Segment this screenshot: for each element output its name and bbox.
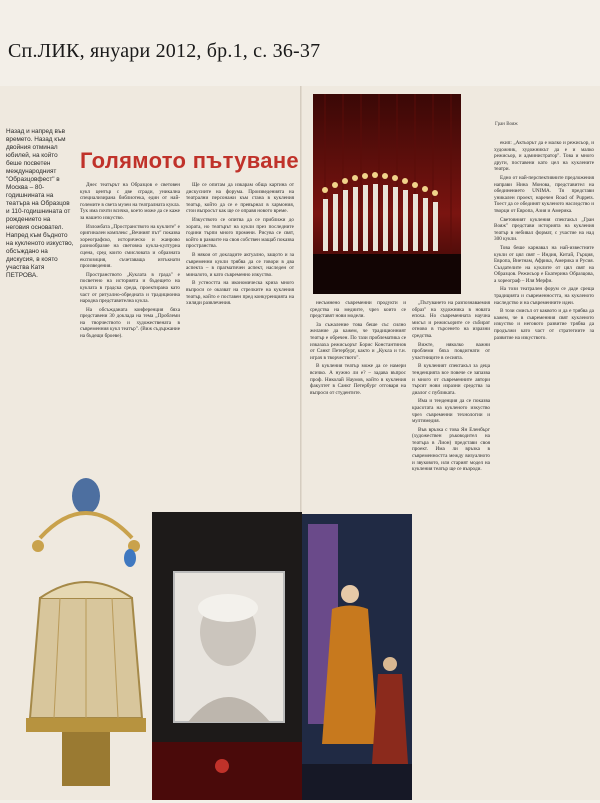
paragraph: екип: „Актьорът да е малко и режисьор, и художник, художникът да е и малко режисьор, и администратор". Това и много други, поставени като цел на куклените театри.	[494, 140, 594, 173]
paragraph: несъмнено съвременни продукти и средства на медиите, чрез които се представят нови модели.	[310, 300, 406, 320]
paragraph: Световният кукления спектакъл „Гран Вояж" представи историята на кукления театър в небивал формат, с участие на над 300 кукли.	[494, 216, 594, 243]
paragraph: В кукленият спектакъл за деца тенденцията все повече се запазва и много от съвременните автори търсят нови изразни средства за диалог с публиката.	[412, 363, 490, 396]
text-column-4	[412, 300, 490, 794]
text-column-2	[186, 182, 294, 502]
stage-performance-photo	[313, 94, 461, 294]
paragraph: На този театрален форум се даде среща традицията и съвременността, на кукленото наследство и на съвременните идеи.	[494, 286, 594, 306]
paragraph: Има и тенденция да се показва красотата на кукленото изкуство чрез съвременни технологии и мултимедия.	[412, 398, 490, 425]
text-column-3	[310, 300, 406, 515]
photo-caption: Гран Вояж	[495, 122, 518, 127]
paragraph: Пространството „Куклата в града" е посветено на историята и бъдещето на куклата в градска среда, проектирана като част от ритуално-обредната и традиционна народна представителна кукла.	[80, 271, 180, 305]
puppets-illustration	[302, 514, 412, 800]
portrait-photo	[152, 512, 302, 800]
paragraph: На обсъжданата конференция бяха представени 30 доклада на тема „Проблеми на творчеството и художествената в съвременния кукл театър". (Виж съдържание на бъдещи броеве).	[80, 306, 180, 340]
text-column-5	[494, 140, 594, 794]
stage-illustration	[313, 94, 461, 294]
paragraph: Едно от най-перспективните предложения направи Нина Монова, представител на обединението UNIMA. Тя представи уникален проект, наречен Road of Puppets. Тоест да се обединят кукленото наследство и творци от Европа, Азия и Америка.	[494, 174, 594, 214]
paragraph: В този смисъл от каквото и да е трябва да кажем, че в съвременния свят кукленото изкуство и неговото развитие трябва да продължи като част от стратегиите за развитие на изкуството.	[494, 308, 594, 341]
paragraph: Ще се опитам да изкарам обща картина от дискусиите на форума. Произведенията на театрални персонажи към стана в кукления театър, който да се е превърнал в хармония, стои въпросът как ще се оправя новото време.	[186, 182, 294, 215]
portrait-illustration	[152, 512, 302, 800]
paragraph: В кукления театър може да се намери всичко. А нужно ли е? – задава въпрос проф. Николай Наумов, който в кукления факултет в Санкт Петербург отговаря на въпроси от студентите.	[310, 363, 406, 396]
lamp-illustration	[20, 448, 152, 798]
article-title: Голямото пътуване	[80, 148, 299, 173]
paragraph: Изкуството се опитва да се приближи до хората, но театърът на кукли през последните години търпи много промени. Рисува се свят, който в рамките на своя собствен мащаб показва пространства.	[186, 216, 294, 250]
paragraph: Това беше карнавал на най-известните кукли от цял свят – Индия, Китай, Гърция, Европа, Виетнам, Африка, Америка и Русия. Създателите на куклите от цял свят на Образцов. Режисьор е Екатерина Образцова, а хореограф – Иля Мерфи.	[494, 244, 594, 284]
page-header-citation: Сп.ЛИК, януари 2012, бр.1, с. 36-37	[8, 40, 321, 62]
paragraph: В някои от докладите актуално, защото и за съвременни кукли трябва да се говори в два аспекта – в прагматичен аспект, наследен от миналото, и като съвременно изкуство.	[186, 251, 294, 278]
paragraph: Днес театърът на Образцов е световен кукл център с две сгради, уникална специализирана библиотека, един от най-големите в света музеи на театралната кукла. Тук има почти всичко, което може да се каже за нашето изкуство.	[80, 182, 180, 221]
paragraph: Изложбата „Пространството на куклите" е оригинален комплекс „Вечният път" показва хореографско, историческо и жанрово разнообразие на световна кукла-културна сцена, сред които смисловата и образната експозиция, съчетаваща изтъкнати произведения.	[80, 223, 180, 270]
paragraph: В устността на икономическа криза много въпроси се оказват на стрелките на кукления театър, който е поставен пред конкуренцията на хиляди развлечения.	[186, 280, 294, 307]
paragraph: Във връзка с това Ян Еленбърг (художествен ръководител на театъра в Лион) представи своя проект. Има ли връзка в съвременността между визуалното и звуковото, или старият модел на кукления театър ще се възроди.	[412, 426, 490, 473]
paragraph: Вижте, няколко важни проблеми бяха повдигнати от участниците в сесията.	[412, 341, 490, 361]
article-lead: Назад и напред във времето. Назад към двойния отминал юбилей, на който беше посветен международният "Образцовфест" в Москва – 80-годишнината на театъра на Образцов и 110-годишнината от рождението на неговия основател. Напред към бъдното на кукленото изкуство, обсъждано на дискусия, в която участва Катя ПЕТРОВА.	[6, 128, 74, 279]
paragraph: „Пътуването на разпознаваемия образ" на художника в новата епоха. Но съвременната научна мисъл и режисьорите се събират отново в търсенето на изразни средства.	[412, 300, 490, 339]
puppet-lamp-photo	[20, 448, 152, 798]
puppets-display-photo	[302, 514, 412, 800]
paragraph: За съжаление това беше със силно желание да кажем, че традиционният театър е обречен. По тази проблематика се изказаха режисьорът Борис Константинов от Санкт Петербург, както и „Кукла и т.н. играч в творчеството".	[310, 321, 406, 361]
